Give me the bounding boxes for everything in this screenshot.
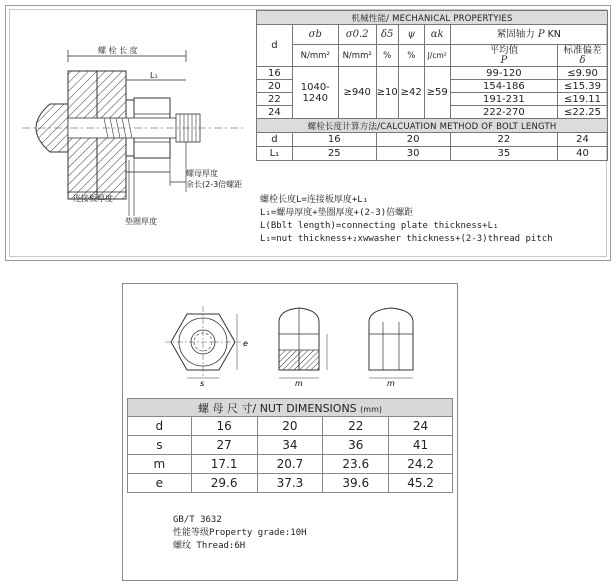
alpha-k-value: ≥59 [424,67,450,119]
cell-value: 27 [191,436,257,455]
nut-dimensions-table [127,398,453,493]
calc-title: 螺栓长度计算方法/CALCUATION METHOD OF BOLT LENGTH [257,119,608,133]
col-alpha-k-symbol: αk [424,25,450,45]
calc-d-value: 22 [450,133,557,147]
std-value: ≤15.39 [558,80,608,93]
row-label: m [128,455,192,474]
cell-value: 34 [257,436,323,455]
mech-d-header: d [257,25,293,67]
cell-value: 16 [191,417,257,436]
bolt-spec-panel [5,5,611,261]
cell-value: 24.2 [389,455,453,474]
avg-value: 99-120 [450,67,557,80]
sigma-02-value: ≥940 [338,67,376,119]
cell-value: 20 [257,417,323,436]
std-value: ≤9.90 [558,67,608,80]
col-delta5-symbol: δ5 [376,25,398,45]
table-row [128,455,453,474]
bolt-assembly-drawing [16,16,252,231]
d-value: 24 [257,106,293,119]
cell-value: 22 [323,417,389,436]
col-psi-symbol: ψ [398,25,424,45]
cell-value: 23.6 [323,455,389,474]
calc-d-label: d [257,133,293,147]
cell-value: 20.7 [257,455,323,474]
axial-force-header: 紧固轴力 P KN [450,25,607,45]
nut-section-view [279,308,327,378]
table-row [257,67,608,80]
col-psi-unit: % [398,45,424,67]
col-delta5-unit: % [376,45,398,67]
cell-value: 29.6 [191,474,257,493]
delta5-value: ≥10 [376,67,398,119]
calc-d-value: 24 [558,133,608,147]
nut-note-line: GB/T 3632 [173,515,222,525]
nut-dim-m-side: m [387,379,395,388]
col-alpha-k-unit: J/cm² [424,45,450,67]
nut-table-title: 螺 母 尺 寸/ NUT DIMENSIONS (mm) [128,399,453,417]
calc-l1-row [257,147,608,161]
col-sigma-02-unit: N/mm² [338,45,376,67]
row-label: e [128,474,192,493]
avg-value: 222-270 [450,106,557,119]
nut-spec-panel [122,283,458,581]
d-value: 20 [257,80,293,93]
calc-l1-value: 35 [450,147,557,161]
calc-note-line: 螺栓长度L=连接板厚度+L₁ [260,195,369,205]
nut-side-view [369,308,413,378]
mech-title: 机械性能/ MECHANICAL PROPERTYIES [257,11,608,25]
calc-notes [260,194,608,246]
col-sigma-b-unit: N/mm² [292,45,338,67]
l1-label: L₁ [150,71,158,80]
calc-d-row [257,133,608,147]
nut-front-view [165,306,241,378]
nut-note-line: 性能等级Property grade:10H [173,528,307,538]
margin-length-label: 余长(2-3倍螺距 [186,180,243,189]
table-row [128,474,453,493]
bolt-length-label: 螺 栓 长 度 [98,46,138,55]
sigma-b-value: 1040-1240 [292,67,338,119]
d-value: 22 [257,93,293,106]
cell-value: 39.6 [323,474,389,493]
cell-value: 24 [389,417,453,436]
cell-value: 45.2 [389,474,453,493]
std-dev-header: 标准偏差 δ [558,45,608,67]
avg-value: 154-186 [450,80,557,93]
nut-thickness-label: 螺母厚度 [186,169,218,178]
nut-note-line: 螺纹 Thread:6H [173,541,246,551]
std-value: ≤19.11 [558,93,608,106]
calc-note-line: L₁=nut thickness+₂xwwasher thickness+(2-3)thread pitch [260,234,553,244]
calc-l1-value: 30 [376,147,450,161]
avg-value-header: 平均值 P [450,45,557,67]
calc-l1-value: 40 [558,147,608,161]
cell-value: 36 [323,436,389,455]
nut-dim-s: s [200,379,205,388]
calc-note-line: L(Bblt length)=connecting plate thickness+L₁ [260,221,499,231]
calc-l1-value: 25 [292,147,376,161]
std-value: ≤22.25 [558,106,608,119]
calc-l1-label: L₁ [257,147,293,161]
calc-d-value: 20 [376,133,450,147]
psi-value: ≥42 [398,67,424,119]
d-value: 16 [257,67,293,80]
table-row [128,436,453,455]
cell-value: 41 [389,436,453,455]
nut-notes [173,514,307,553]
nut-dim-m-section: m [295,379,303,388]
nut-drawings [151,292,431,392]
plate-thickness-label: 连接板厚度 [73,194,113,203]
nut-drawings-svg [151,292,431,392]
mechanical-properties-table [256,10,608,161]
col-sigma-b-symbol: σb [292,25,338,45]
avg-value: 191-231 [450,93,557,106]
cell-value: 37.3 [257,474,323,493]
washer-thickness-label: 垫圈厚度 [125,217,157,226]
row-label: s [128,436,192,455]
col-sigma-02-symbol: σ0.2 [338,25,376,45]
row-label: d [128,417,192,436]
table-row [128,417,453,436]
calc-d-value: 16 [292,133,376,147]
cell-value: 17.1 [191,455,257,474]
calc-note-line: L₁=螺母厚度+垫圈厚度+(2-3)倍螺距 [260,208,414,218]
nut-dim-e: e [243,339,248,348]
